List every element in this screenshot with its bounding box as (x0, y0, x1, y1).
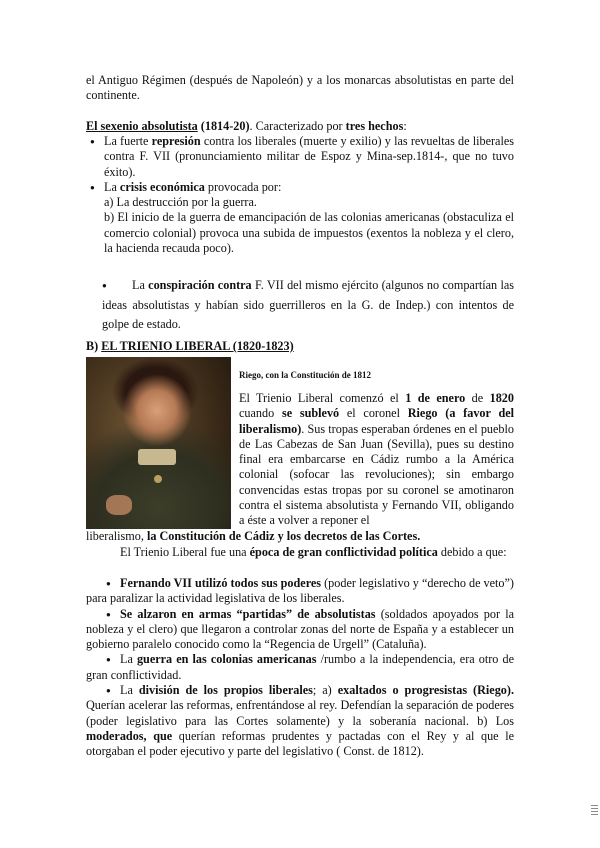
para-bold: Riego (a favor del liberalismo) (239, 406, 515, 436)
item-bold: Se alzaron en armas “partidas” de absolutistas (120, 606, 376, 621)
trienio-paragraph-2 (86, 545, 514, 560)
trienio-heading-prefix: B) (86, 339, 102, 353)
item-bold: moderados, que (86, 728, 173, 743)
bullet-icon: ● (106, 579, 111, 588)
item-bold: conspiración contra (148, 278, 252, 292)
sexenio-heading-line (86, 119, 514, 134)
para-text: de (465, 391, 490, 405)
para-text: debido a que: (437, 545, 507, 559)
portrait-caption: Riego, con la Constitución de 1812 (239, 370, 372, 380)
list-item (86, 576, 514, 607)
bullet-icon: ● (106, 655, 111, 665)
item-text: /rumbo a la independencia, era otro de gran conflictividad. (86, 652, 514, 682)
item-bold: guerra en las colonias americanas (136, 652, 317, 667)
medal-shape (154, 475, 162, 483)
item-bold: exaltados o progresistas (Riego). (337, 683, 514, 698)
list-item (86, 276, 514, 335)
intro-paragraph (86, 73, 514, 104)
sub-item-a: a) La destrucción por la guerra. (104, 195, 257, 209)
trienio-paragraph-1-end (86, 529, 514, 544)
item-text: La (132, 278, 149, 292)
conflict-list (86, 576, 514, 760)
riego-portrait (86, 357, 231, 529)
item-text: contra los liberales (muerte y exilio) y las revueltas de liberales contra F. VII (pronunciamiento militar de Espoz y Mina-sep.1814-, que no tuvo éxito). (104, 134, 514, 179)
para-text: el coronel (339, 406, 408, 421)
item-text: La fuerte (104, 134, 152, 148)
scroll-grip-icon[interactable] (591, 805, 598, 817)
sexenio-years: (1814-20) (200, 119, 250, 133)
list-item (86, 683, 514, 759)
item-bold: crisis económica (119, 179, 205, 194)
bullet-icon: ● (102, 281, 107, 290)
item-text: querían reformas prudentes y pactadas con el Rey y al que le otorgaban el poder ejecutivo y parte del legislativo ( Const. de 1812). (86, 728, 514, 759)
sexenio-heading: El sexenio absolutista (86, 119, 198, 133)
item-text: Querían acelerar las reformas, enfrentándose al rey. Defendían la separación de poderes (poder legislativo para las Cortes solamente) y la soberanía nacional. b) Los (86, 698, 514, 728)
item-text: (soldados apoyados por la nobleza y el clero) que llegaron a controlar zonas del norte de España y a establecer un gobierno paralelo conocido como la “Regencia de Urgell” (Cataluña). (86, 606, 514, 652)
list-item (86, 652, 514, 683)
sub-item-b: b) El inicio de la guerra de emancipación de las colonias americanas (obstaculiza el comercio colonial) provoca una subida de impuestos (exentos la nobleza y el clero, la hacienda recauda poco). (104, 210, 514, 255)
collar-shape (138, 449, 176, 465)
sexenio-list (86, 134, 514, 195)
para-bold: época de gran conflictividad política (249, 545, 438, 559)
item-bold: represión (151, 134, 201, 148)
item-bold: división de los propios liberales (138, 683, 313, 698)
para-text: . Sus tropas esperaban órdenes en el pueblo de Las Cabezas de San Juan (Sevilla), pues su destino final era embarcarse en Cádiz rumbo a la América colonial (sofocar las revoluciones); sin embargo convencidas estas tropas por su coronel se amotinaron contra el sistema absolutista y Fernando VII, obligando a éste a volver a reponer el (239, 421, 514, 528)
trienio-heading-line (86, 339, 514, 354)
item-text: ; a) (312, 683, 338, 698)
item-text: provocada por: (204, 179, 282, 194)
sexenio-lead-bold: tres hechos (345, 119, 404, 133)
trienio-paragraph-1 (239, 391, 514, 529)
para-bold: la Constitución de Cádiz y los decretos de las Cortes. (146, 529, 421, 543)
trienio-heading: EL TRIENIO LIBERAL (1820-1823) (101, 339, 294, 353)
bullet-icon: ● (106, 686, 111, 696)
bullet-icon: ● (106, 609, 111, 619)
sexenio-sublist (86, 195, 514, 256)
para-bold: 1 de enero (405, 391, 466, 405)
item-text: (poder legislativo y “derecho de veto”) para paralizar la actividad legislativa de los liberales. (86, 576, 514, 606)
para-bold: se sublevó (281, 406, 340, 421)
item-text: F. VII del mismo ejército (algunos no compartían las ideas absolutistas y habían sido guerrilleros en la G. de Indep.) con intentos de golpe de estado. (102, 278, 514, 331)
intro-text: el Antiguo Régimen (después de Napoleón) y a los monarcas absolutistas en parte del continente. (86, 73, 514, 103)
item-text: La (120, 683, 139, 698)
para-text: El Trienio Liberal fue una (120, 545, 250, 559)
hand-shape (106, 495, 132, 515)
item-text: La (104, 179, 120, 194)
list-item (86, 607, 514, 653)
list-item (86, 180, 514, 195)
para-text: liberalismo, (86, 529, 147, 543)
item-text: La (120, 652, 137, 667)
conspiracion-item (86, 276, 514, 335)
sexenio-lead-end: : (403, 119, 407, 133)
para-bold: 1820 (489, 391, 514, 405)
sexenio-lead: . Caracterizado por (249, 119, 346, 133)
para-text: cuando (239, 406, 282, 421)
item-bold: Fernando VII utilizó todos sus poderes (120, 576, 322, 590)
para-text: El Trienio Liberal comenzó el (239, 391, 406, 405)
list-item (86, 134, 514, 180)
